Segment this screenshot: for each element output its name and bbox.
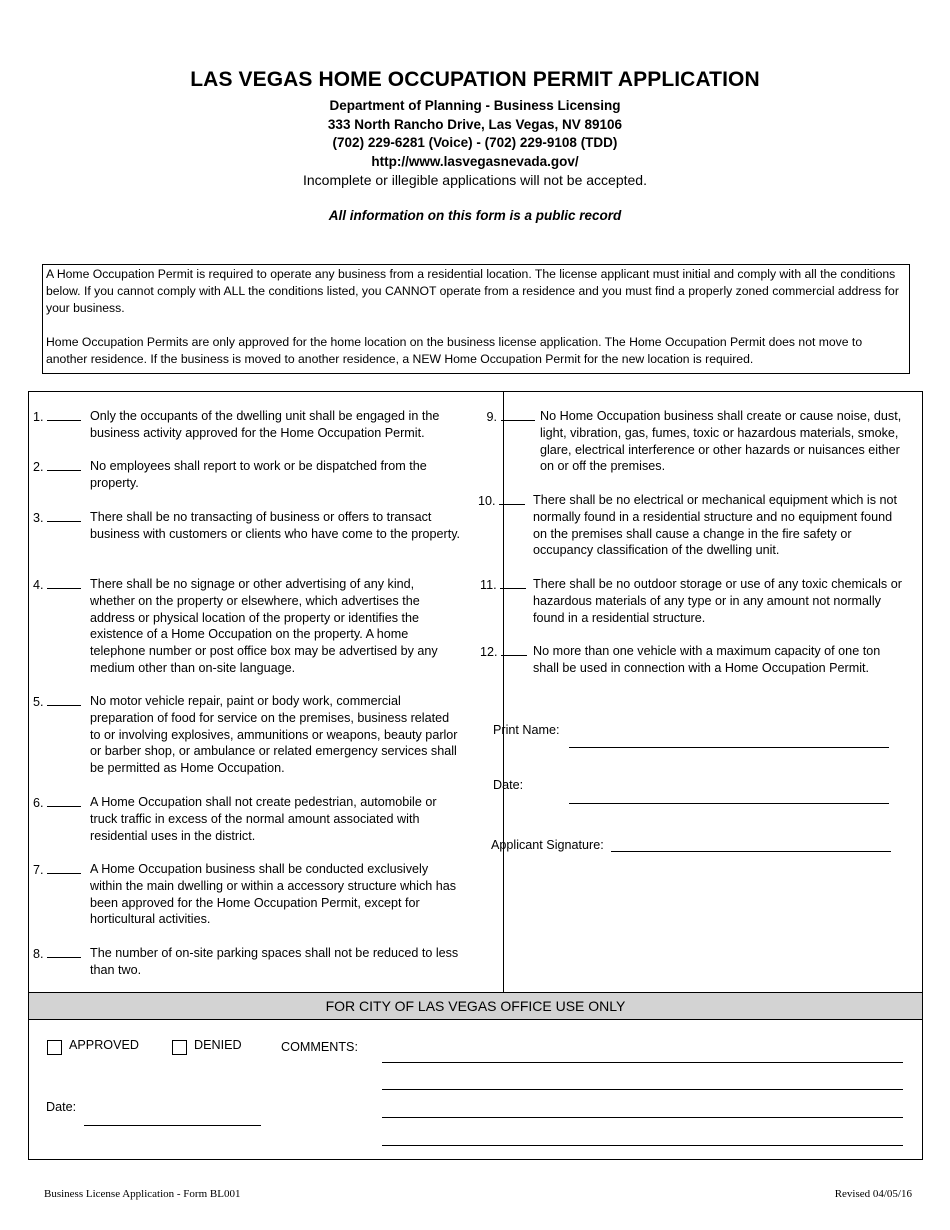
initial-blank-11[interactable] [500, 576, 526, 589]
condition-text: No employees shall report to work or be dispatched from the property. [90, 459, 427, 490]
approved-checkbox[interactable] [47, 1040, 62, 1055]
condition-number: 10. [478, 494, 496, 508]
initial-blank-3[interactable] [47, 509, 81, 522]
condition-text: A Home Occupation shall not create pedestrian, automobile or truck traffic in excess of the normal amount associated with residential uses in the district. [90, 795, 437, 843]
condition-text: There shall be no outdoor storage or use of any toxic chemicals or hazardous materials of any type or in any amount not normally found in a residential structure. [533, 577, 902, 625]
condition-number: 6. [33, 796, 44, 810]
condition-text: No more than one vehicle with a maximum capacity of one ton shall be used in connection with a Home Occupation Permit. [533, 644, 881, 675]
initial-blank-8[interactable] [47, 945, 81, 958]
condition-number: 1. [33, 410, 44, 424]
condition-text: The number of on-site parking spaces shall not be reduced to less than two. [90, 946, 459, 977]
public-record-notice: All information on this form is a public record [328, 208, 622, 223]
intro-paragraph-1: A Home Occupation Permit is required to operate any business from a residential location. The license applicant must initial and comply with all the conditions below. If you cannot comply with ALL the conditions listed, you CANNOT operate from a residence and you must find a properly zoned commercial address for your business. [46, 267, 899, 315]
intro-box [42, 264, 910, 374]
department-name: Department of Planning - Business Licensing [329, 98, 621, 113]
print-name-label: Print Name: [493, 723, 560, 737]
print-name-field[interactable] [569, 747, 889, 748]
condition-text: No Home Occupation business shall create or cause noise, dust, light, vibration, gas, fumes, toxic or hazardous materials, smoke, glare, electrical interference or other hazards or nuisances either on or off the premises. [540, 409, 902, 474]
office-use-header: FOR CITY OF LAS VEGAS OFFICE USE ONLY [29, 992, 922, 1020]
initial-blank-1[interactable] [47, 408, 81, 421]
footer-revised: Revised 04/05/16 [834, 1188, 912, 1200]
condition-text: Only the occupants of the dwelling unit shall be engaged in the business activity approved for the Home Occupation Permit. [90, 409, 440, 440]
intro-paragraph-2: Home Occupation Permits are only approved for the home location on the business license application. The Home Occupation Permit does not move to another residence. If the business is moved to another residence, a NEW Home Occupation Permit for the new location is required. [46, 335, 863, 366]
condition-number: 5. [33, 695, 44, 709]
department-url[interactable]: http://www.lasvegasnevada.gov/ [371, 154, 579, 169]
office-date-field[interactable] [84, 1125, 261, 1126]
initial-blank-7[interactable] [47, 861, 81, 874]
condition-number: 7. [33, 863, 44, 877]
condition-text: There shall be no signage or other advertising of any kind, whether on the property or elsewhere, which advertises the address or physical location of the property or identifies the existence of a Home Occupation on the property. A home telephone number or post office box may be advertised by any medium other than on-site language. [90, 577, 438, 675]
condition-text: There shall be no transacting of business or offers to transact business with customers or clients who have come to the property. [90, 510, 461, 541]
condition-text: There shall be no electrical or mechanical equipment which is not normally found in a residential structure and no equipment found on the premises shall cause a change in the fire safety or occupancy classification of the dwelling unit. [533, 493, 898, 558]
condition-number: 9. [486, 410, 498, 424]
condition-text: A Home Occupation business shall be conducted exclusively within the main dwelling or within a accessory structure which has been approved for the Home Occupation Permit, except for horticultural activities. [90, 862, 457, 927]
comments-line-4[interactable] [382, 1145, 903, 1146]
department-address: 333 North Rancho Drive, Las Vegas, NV 89106 [327, 117, 623, 132]
initial-blank-12[interactable] [501, 643, 527, 656]
department-phone: (702) 229-6281 (Voice) - (702) 229-9108 (TDD) [332, 135, 618, 150]
applicant-signature-field[interactable] [611, 851, 891, 852]
initial-blank-5[interactable] [47, 693, 81, 706]
column-divider [503, 392, 504, 992]
applicant-signature-label: Applicant Signature: [491, 838, 604, 852]
initial-blank-9[interactable] [501, 408, 535, 421]
condition-number: 3. [33, 511, 44, 525]
comments-label: COMMENTS: [281, 1040, 358, 1054]
initial-blank-4[interactable] [47, 576, 81, 589]
condition-number: 12. [480, 645, 498, 659]
denied-checkbox[interactable] [172, 1040, 187, 1055]
comments-line-3[interactable] [382, 1117, 903, 1118]
initial-blank-2[interactable] [47, 458, 81, 471]
office-date-label: Date: [46, 1100, 77, 1114]
denied-label: DENIED [194, 1038, 242, 1052]
initial-blank-10[interactable] [499, 492, 525, 505]
comments-line-2[interactable] [382, 1089, 903, 1090]
incomplete-notice: Incomplete or illegible applications will not be accepted. [303, 172, 647, 188]
condition-text: No motor vehicle repair, paint or body work, commercial preparation of food for service on the premises, business related to or involving explosives, ammunitions or weapons, beauty parlor or barber shop, or ambulance or related emergency services shall be permitted as Home Occupation. [90, 694, 458, 776]
condition-number: 8. [33, 947, 44, 961]
condition-number: 4. [33, 578, 44, 592]
initial-blank-6[interactable] [47, 794, 81, 807]
condition-number: 11. [480, 578, 497, 592]
footer-form-id: Business License Application - Form BL001 [44, 1188, 241, 1200]
comments-line-1[interactable] [382, 1062, 903, 1063]
condition-number: 2. [33, 460, 44, 474]
conditions-box [28, 391, 923, 1160]
sign-date-label: Date: [493, 778, 524, 792]
approved-label: APPROVED [69, 1038, 139, 1052]
form-title: LAS VEGAS HOME OCCUPATION PERMIT APPLICATION [190, 68, 760, 91]
sign-date-field[interactable] [569, 803, 889, 804]
